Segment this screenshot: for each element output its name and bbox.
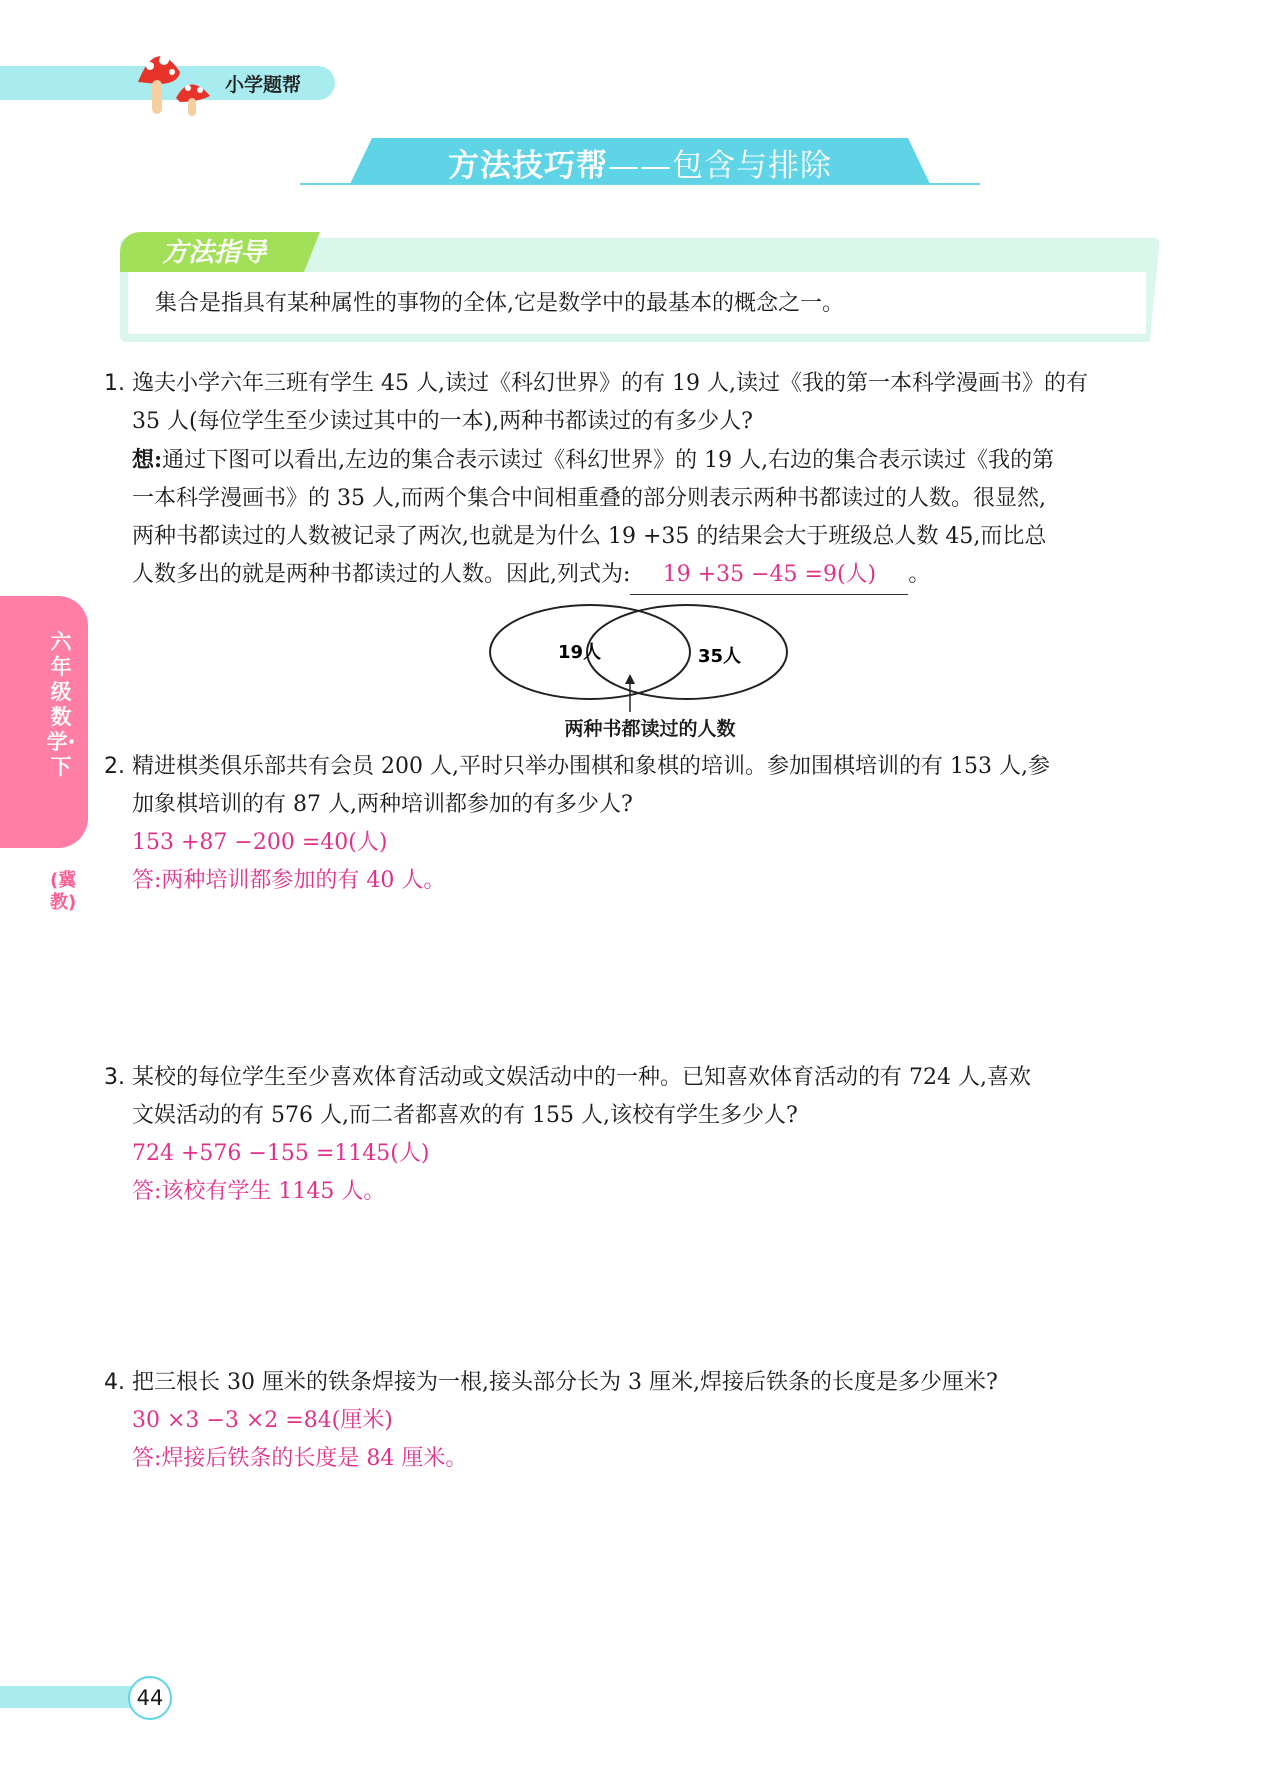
question-text: 加象棋培训的有 87 人,两种培训都参加的有多少人? xyxy=(132,792,633,817)
mushroom-logo-icon xyxy=(128,42,223,120)
question-text: 把三根长 30 厘米的铁条焊接为一根,接头部分长为 3 厘米,焊接后铁条的长度是多少厘米? xyxy=(132,1370,998,1395)
think-text: 两种书都读过的人数被记录了两次,也就是为什么 19 +35 的结果会大于班级总人数 45,而比总 xyxy=(132,524,1047,549)
title-dash: —— xyxy=(608,148,672,184)
venn-diagram xyxy=(480,600,800,715)
question-text: 35 人(每位学生至少读过其中的一本),两种书都读过的有多少人? xyxy=(132,409,753,434)
answer-formula: 153 +87 −200 =40(人) xyxy=(132,830,388,855)
question-text: 某校的每位学生至少喜欢体育活动或文娱活动中的一种。已知喜欢体育活动的有 724 人,喜欢 xyxy=(132,1065,1031,1090)
arrow-up-icon xyxy=(625,674,635,684)
think-text: 一本科学漫画书》的 35 人,而两个集合中间相重叠的部分则表示两种书都读过的人数。很显然, xyxy=(132,486,1046,511)
venn-right-set xyxy=(587,605,787,699)
question-text: 逸夫小学六年三班有学生 45 人,读过《科幻世界》的有 19 人,读过《我的第一本科学漫画书》的有 xyxy=(132,371,1088,396)
venn-right-label: 35人 xyxy=(698,646,742,667)
answer-blank: 19 +35 −45 =9(人) xyxy=(630,556,908,595)
period: 。 xyxy=(908,562,931,587)
question-number: 2. xyxy=(104,754,125,779)
think-text: 通过下图可以看出,左边的集合表示读过《科幻世界》的 19 人,右边的集合表示读过《我的第 xyxy=(162,448,1055,473)
question-2 xyxy=(104,748,1184,900)
guide-text: 集合是指具有某种属性的事物的全体,它是数学中的最基本的概念之一。 xyxy=(155,291,844,316)
answer-text: 答:该校有学生 1145 人。 xyxy=(132,1179,386,1204)
think-text: 人数多出的就是两种书都读过的人数。因此,列式为: xyxy=(132,562,631,587)
title-sub: 包含与排除 xyxy=(672,148,832,184)
side-edition-label: (冀教) xyxy=(50,870,77,913)
venn-caption: 两种书都读过的人数 xyxy=(564,718,736,740)
title-main: 方法技巧帮 xyxy=(448,148,608,184)
answer-formula: 724 +576 −155 =1145(人) xyxy=(132,1141,430,1166)
question-3 xyxy=(104,1059,1184,1211)
think-label: 想: xyxy=(132,447,163,473)
venn-left-label: 19人 xyxy=(558,642,602,663)
question-text: 精进棋类俱乐部共有会员 200 人,平时只举办围棋和象棋的培训。参加围棋培训的有 153 人,参 xyxy=(132,754,1050,779)
question-number: 3. xyxy=(104,1065,125,1090)
answer-text: 答:焊接后铁条的长度是 84 厘米。 xyxy=(132,1446,468,1471)
question-number: 1. xyxy=(104,371,125,396)
guide-tag-label: 方法指导 xyxy=(162,238,267,268)
answer-formula: 30 ×3 −3 ×2 =84(厘米) xyxy=(132,1408,393,1433)
question-1 xyxy=(104,365,1184,595)
page-number: 44 xyxy=(128,1676,172,1720)
side-grade-label: 六年级数学·下 xyxy=(46,630,76,779)
question-number: 4. xyxy=(104,1370,125,1395)
question-4 xyxy=(104,1364,1184,1478)
brand-name: 小学题帮 xyxy=(225,74,302,96)
answer-text: 答:两种培训都参加的有 40 人。 xyxy=(132,868,446,893)
question-text: 文娱活动的有 576 人,而二者都喜欢的有 155 人,该校有学生多少人? xyxy=(132,1103,798,1128)
page-title xyxy=(350,140,930,185)
